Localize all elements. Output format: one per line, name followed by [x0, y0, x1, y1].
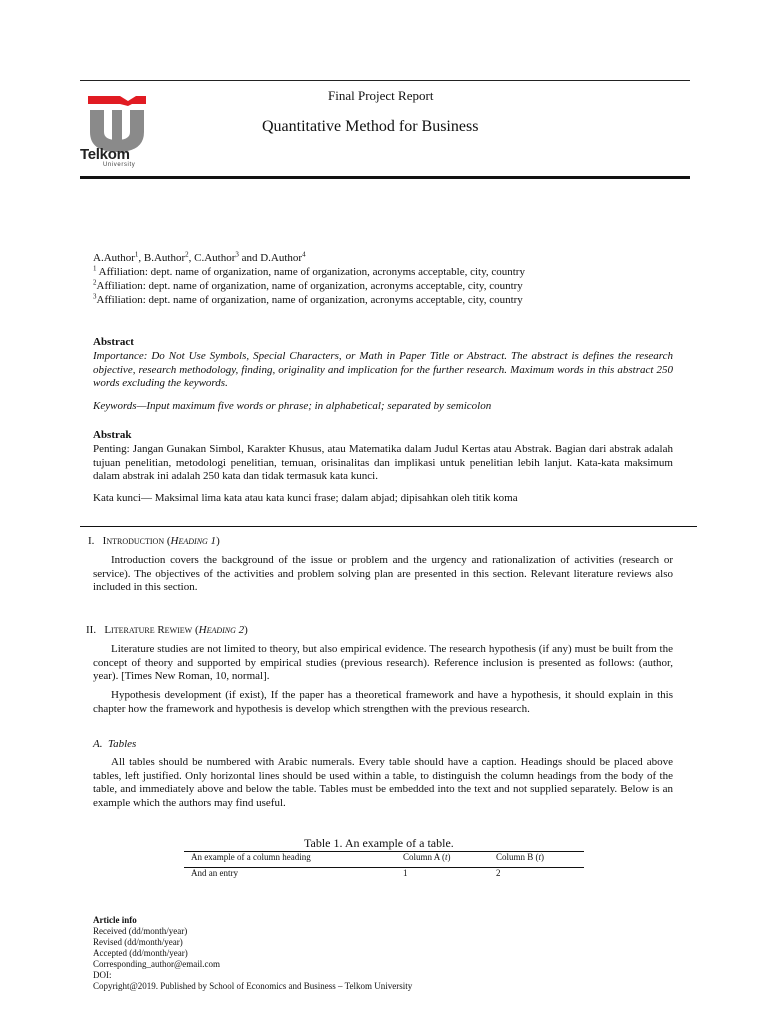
section-2-para-1: Literature studies are not limited to theory, but also empirical evidence. The research hypothesis (if any) must be built from the concept of theory and supported by empirical studies (previous research). Reference inclusion is presented as follows: (author, year). [Times New Roman, 10, normal]. — [93, 643, 673, 683]
subsection-tables-heading: A. Tables — [93, 738, 137, 750]
section-2-para-2: Hypothesis development (if exist), If the paper has a theoretical framework and have a hypothesis, it should explain in this chapter how the framework and hypothesis is develop which strengthen with the previous research. — [93, 689, 673, 715]
table-cell-a: 1 — [403, 868, 408, 878]
author-list: A.Author$^1$, B.Author$^2$, C.Author$^3$ and D.Author$^4$ — [93, 250, 306, 264]
article-info-doi: DOI: — [93, 970, 112, 980]
section-2-heading: II. Literature Rewiew (Heading 2) — [86, 624, 248, 636]
article-info-email: Corresponding_author@email.com — [93, 959, 221, 969]
table-caption: Table 1. An example of a table. — [304, 836, 454, 850]
abstract-body: Importance: Do Not Use Symbols, Special Characters, or Math in Paper Title or Abstract. The abstract is defines the research objective, research methodology, finding, originality and implication for the further research. Maximum words in this abstract 250 words excluding the keywords. — [93, 350, 673, 390]
logo-subtitle: University — [103, 162, 136, 168]
report-type: Final Project Report — [328, 88, 434, 103]
section-divider-rule — [80, 526, 697, 527]
article-info-heading: Article info — [93, 915, 137, 925]
affiliation-3: $^3$Affiliation: dept. name of organization, name of organization, acronyms acceptable, city, country — [93, 292, 523, 306]
abstract-keywords: Keywords—Input maximum five words or phrase; in alphabetical; separated by semicolon — [93, 400, 492, 412]
table-header-3: Column B (t) — [496, 852, 545, 862]
section-1-heading: I. Introduction (Heading 1) — [88, 535, 220, 547]
abstract-heading: Abstract — [93, 336, 134, 348]
logo-wordmark: Telkom — [80, 146, 130, 163]
table-cell-entry: And an entry — [191, 868, 238, 878]
affiliation-2: $^2$Affiliation: dept. name of organization, name of organization, acronyms acceptable, city, country — [93, 278, 523, 292]
table-header-rule — [184, 867, 584, 868]
table-cell-b: 2 — [496, 868, 501, 878]
logo-gray-stem — [112, 110, 122, 140]
article-info-accepted: Accepted (dd/month/year) — [93, 948, 188, 958]
header-top-rule — [80, 80, 690, 81]
course-title: Quantitative Method for Business — [262, 118, 479, 135]
abstrak-body: Penting: Jangan Gunakan Simbol, Karakter Khusus, atau Matematika dalam Judul Kertas atau Abstrak. Bagian dari abstrak adalah tujuan penelitian, metodologi penelitian, temuan, orisinalitas dan implikasi untuk penelitian lebih lanjut. Kata-kata maksimum dalam abstrak ini adalah 250 kata dan tidak termasuk kata kunci. — [93, 443, 673, 483]
table-header-1: An example of a column heading — [191, 852, 311, 862]
affiliation-1: $^1$ Affiliation: dept. name of organization, name of organization, acronyms acceptable, city, country — [93, 264, 525, 278]
example-table — [184, 851, 584, 881]
article-info-copyright: Copyright@2019. Published by School of Economics and Business – Telkom University — [93, 981, 413, 991]
tables-body: All tables should be numbered with Arabic numerals. Every table should have a caption. Headings should be placed above tables, left justified. Only horizontal lines should be used within a table, to distinguish the column headings from the body of the table, and immediately above and below the table. Tables must be embedded into the text and not supplied separately. Below is an example which the authors may find useful. — [93, 756, 673, 809]
article-info-received: Received (dd/month/year) — [93, 926, 188, 936]
abstrak-heading: Abstrak — [93, 429, 132, 441]
logo-red-bar — [88, 96, 146, 106]
header-bottom-rule — [80, 176, 690, 179]
article-info-revised: Revised (dd/month/year) — [93, 937, 183, 947]
section-1-body: Introduction covers the background of the issue or problem and the urgency and rationalization of activities (research or service). The objectives of the activities and problem solving plan are presented in this section. Relevant literature reviews also included in this section. — [93, 554, 673, 594]
table-header-2: Column A (t) — [403, 852, 451, 862]
abstrak-keywords: Kata kunci— Maksimal lima kata atau kata kunci frase; dalam abjad; dipisahkan oleh titik koma — [93, 492, 518, 504]
